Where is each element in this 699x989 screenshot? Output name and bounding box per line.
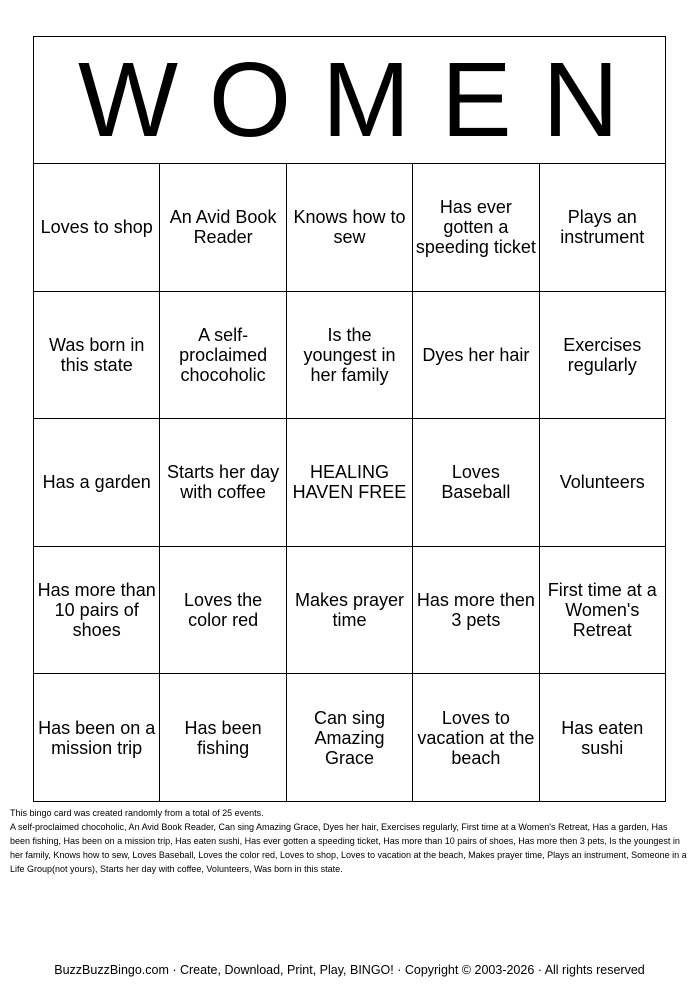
bingo-square [413,419,539,547]
square-text: Has more than 10 pairs of shoes [37,580,156,641]
bingo-square [539,164,665,292]
square-text: Has ever gotten a speeding ticket [415,197,536,258]
card-summary: This bingo card was created randomly from a total of 25 events. [10,808,264,818]
title-letter: M [321,41,411,159]
square-text: Starts her day with coffee [167,462,280,503]
bingo-row [34,291,666,419]
bingo-square [34,164,160,292]
bingo-square [34,419,160,547]
bingo-square [160,291,286,419]
bingo-row [34,164,666,292]
bingo-card [33,36,666,802]
bingo-row [34,546,666,674]
square-text: Loves to vacation at the beach [417,707,535,768]
bingo-title [34,41,665,159]
square-text: Loves the color red [184,590,263,631]
square-text: A self-proclaimed chocoholic [179,324,268,385]
title-letter: O [208,41,292,159]
bingo-square [286,164,412,292]
bingo-square [160,164,286,292]
square-text: First time at a Women's Retreat [547,580,657,641]
square-text: An Avid Book Reader [169,207,277,248]
bingo-row [34,674,666,802]
card-info [10,806,690,876]
title-letter: E [440,41,512,159]
bingo-square [413,291,539,419]
square-text: Makes prayer time [294,590,404,631]
square-text: Knows how to sew [293,207,406,248]
bingo-square [286,291,412,419]
square-text: Volunteers [559,472,645,493]
bingo-square [539,291,665,419]
square-text: Has a garden [42,472,151,493]
bingo-square [34,674,160,802]
bingo-square [413,674,539,802]
bingo-square [286,674,412,802]
square-text: Can sing Amazing Grace [313,707,385,768]
bingo-square [286,546,412,674]
bingo-square [539,546,665,674]
bingo-square [413,164,539,292]
square-text: Has more then 3 pets [416,590,535,631]
square-text: Has been fishing [184,717,262,758]
square-text: Has eaten sushi [561,717,644,758]
square-text: Has been on a mission trip [38,717,156,758]
square-text: Plays an instrument [560,207,645,248]
bingo-square [160,674,286,802]
events-list: A self-proclaimed chocoholic, An Avid Book Reader, Can sing Amazing Grace, Dyes her hair, Exercises regularly, First time at a Women's Retreat, Has a garden, Has been fishing, Has been on a mission trip, Has eaten sushi, Has ever gotten a speeding ticket, Has more than 10 pairs of shoes, Has more then 3 pets, Is the youngest in her family, Knows how to sew, Loves Baseball, Loves the color red, Loves to shop, Loves to vacation at the beach, Makes prayer time, Plays an instrument, Someone in a Life Group(not yours), Starts her day with coffee, Volunteers, Was born in this state. [10,822,687,874]
square-text: Exercises regularly [563,334,642,375]
title-letter: W [78,41,179,159]
site-footer: BuzzBuzzBingo.com · Create, Download, Print, Play, BINGO! · Copyright © 2003-2026 · All rights reserved [54,963,645,977]
bingo-square [539,419,665,547]
free-square [286,419,412,547]
free-square-text: HEALING HAVEN FREE [292,462,407,503]
square-text: Is the youngest in her family [303,324,396,385]
bingo-title-row [34,37,666,164]
bingo-square [539,674,665,802]
square-text: Dyes her hair [422,344,530,365]
square-text: Loves Baseball [441,462,511,503]
square-text: Was born in this state [49,334,145,375]
bingo-square [160,419,286,547]
bingo-square [34,546,160,674]
bingo-square [413,546,539,674]
bingo-square [160,546,286,674]
title-letter: N [542,41,619,159]
bingo-row [34,419,666,547]
square-text: Loves to shop [40,217,153,238]
bingo-square [34,291,160,419]
